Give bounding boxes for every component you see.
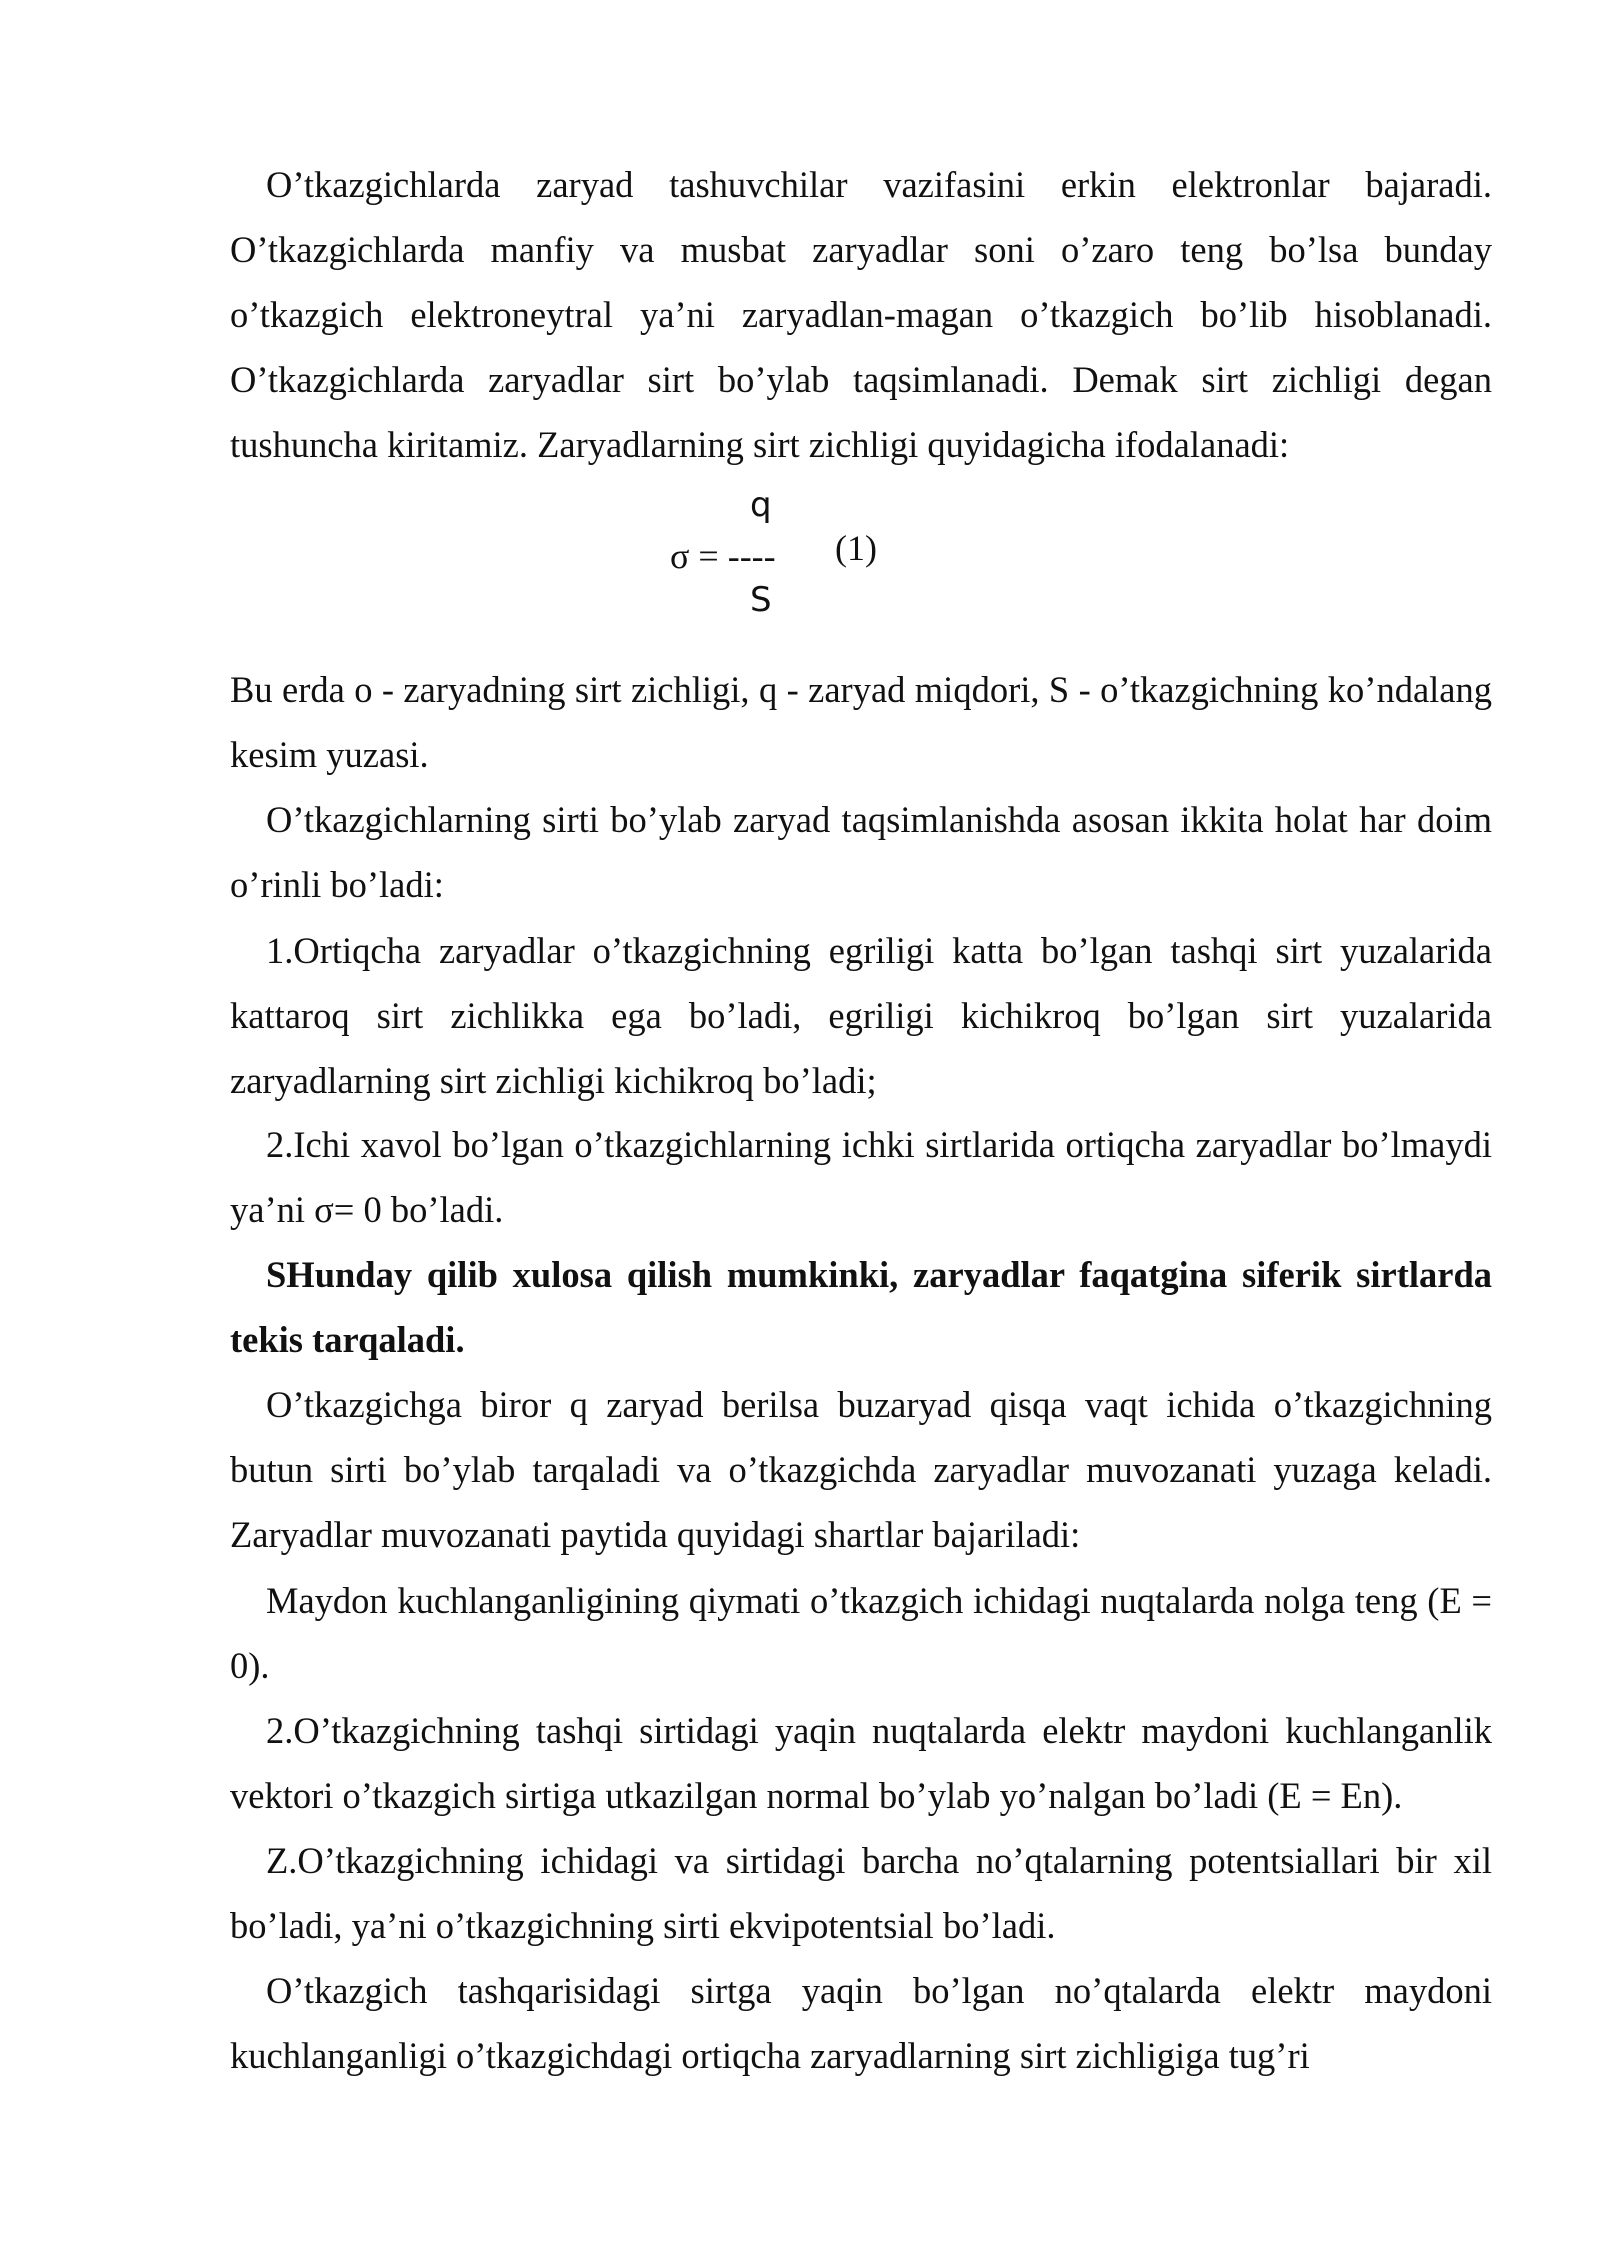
formula-denominator: S xyxy=(750,580,772,620)
formula-surface-density xyxy=(670,485,930,625)
paragraph-equilibrium: O’tkazgichga biror q zaryad berilsa buzaryad qisqa vaqt ichida o’tkazgichning butun sirti bo’ylab tarqaladi va o’tkazgichda zaryadlar muvozanati yuzaga keladi. Zaryadlar muvozanati paytida quyidagi shartlar bajariladi: xyxy=(230,1384,1492,1555)
paragraph-case-1: 1.Ortiqcha zaryadlar o’tkazgichning egriligi katta bo’lgan tashqi sirt yuzalarida kattaroq sirt zichlikka ega bo’ladi, egriligi kichikroq bo’lgan sirt yuzalarida zaryadlarning sirt zichligi kichikroq bo’ladi; xyxy=(230,930,1492,1101)
paragraph-case-2: 2.Ichi xavol bo’lgan o’tkazgichlarning ichki sirtlarida ortiqcha zaryadlar bo’lmaydi ya’ni σ= 0 bo’ladi. xyxy=(230,1124,1492,1230)
paragraph-condition-2: 2.O’tkazgichning tashqi sirtidagi yaqin nuqtalarda elektr maydoni kuchlanganlik vektori o’tkazgich sirtiga utkazilgan normal bo’ylab yo’nalgan bo’ladi (E = En). xyxy=(230,1710,1492,1816)
paragraph-condition-3: Z.O’tkazgichning ichidagi va sirtidagi barcha no’qtalarning potentsiallari bir xil bo’ladi, ya’ni o’tkazgichning sirti ekvipotentsial bo’ladi. xyxy=(230,1840,1492,1946)
paragraph-definitions: Bu erda o - zaryadning sirt zichligi, q - zaryad miqdori, S - o’tkazgichning ko’ndalang kesim yuzasi. xyxy=(230,669,1492,775)
paragraph-intro: O’tkazgichlarda zaryad tashuvchilar vazifasini erkin elektronlar bajaradi. O’tkazgichlarda manfiy va musbat zaryadlar soni o’zaro teng bo’lsa bunday o’tkazgich elektroneytral ya’ni zaryadlan-magan o’tkazgich bo’lib hisoblanadi. O’tkazgichlarda zaryadlar sirt bo’ylab taqsimlanadi. Demak sirt zichligi degan tushuncha kiritamiz. Zaryadlarning sirt zichligi quyidagicha ifodalanadi: xyxy=(230,164,1492,465)
formula-numerator: q xyxy=(750,485,772,525)
paragraph-condition-1: Maydon kuchlanganligining qiymati o’tkazgich ichidagi nuqtalarda nolga teng (E = 0). xyxy=(230,1580,1492,1686)
formula-lhs: σ = ---- xyxy=(670,536,776,576)
paragraph-two-cases: O’tkazgichlarning sirti bo’ylab zaryad taqsimlanishda asosan ikkita holat har doim o’rinli bo’ladi: xyxy=(230,799,1492,905)
paragraph-field-near-surface: O’tkazgich tashqarisidagi sirtga yaqin bo’lgan no’qtalarda elektr maydoni kuchlanganligi o’tkazgichdagi ortiqcha zaryadlarning sirt zichligiga tug’ri xyxy=(230,1970,1492,2076)
formula-number: (1) xyxy=(835,528,877,568)
paragraph-conclusion: SHunday qilib xulosa qilish mumkinki, zaryadlar faqatgina siferik sirtlarda tekis tarqaladi. xyxy=(230,1254,1492,1360)
